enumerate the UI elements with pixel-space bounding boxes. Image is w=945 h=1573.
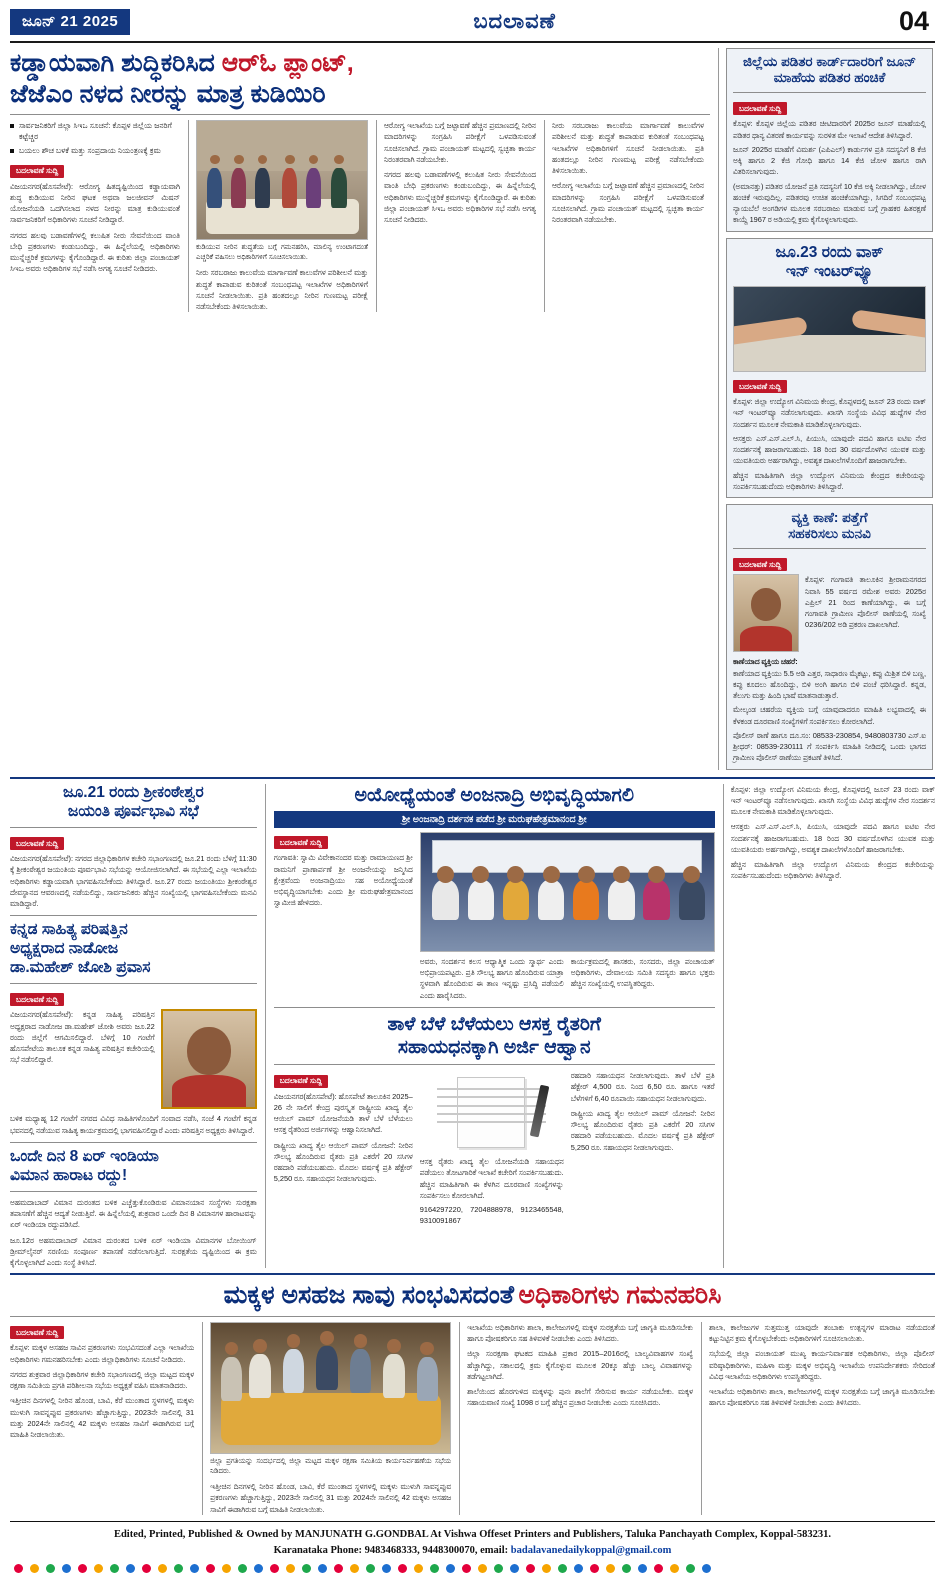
registration-dot	[14, 1564, 23, 1573]
anjanadri-col2-text: ಅವರು, ಸಂದರ್ಶನ ಕಲಸ ಆಧ್ಯಾತ್ಮಿಕ ಒಂದು ಸ್ಮಾರ್ಥ ಎಂದು ಅಭಿಪ್ರಾಯಪಟ್ಟರು. ಪ್ರತಿ ಸೌಲಭ್ಯ ಹಾಗೂ ಹೊಂದಿರುವ ಯಾತ್ರಾ ಸ್ಥಳವಾಗಿ ಹೊಂದಿರುವ ಈ ತಾಣ ಇನ್ನಷ್ಟು ಪ್ರಸಿದ್ಧಿ ಪಡೆಯಲಿ ಎಂದು ಹಾರೈಸಿದರು.	[419, 956, 564, 1000]
walkin-para-1: ಕೊಪ್ಪಳ: ಜಿಲ್ಲಾ ಉದ್ಯೋಗ ವಿನಿಮಯ ಕೇಂದ್ರ, ಕೊಪ್ಪಳದಲ್ಲಿ ಜೂನ್ 23 ರಂದು ವಾಕ್ ಇನ್ ಇಂಟರ್‌ವ್ಯೂ ನಡೆಸಲಾಗುವುದು. ಖಾಸಗಿ ಸಂಸ್ಥೆಯ ವಿವಿಧ ಹುದ್ದೆಗಳ ನೇರ ಸಂದರ್ಶನ ಮೂಲಕ ನೇಮಕಾತಿ ಮಾಡಿಕೊಳ್ಳಲಾಗುವುದು.	[733, 397, 926, 429]
anjanadri-col-2	[420, 832, 715, 1001]
missing-person-photo	[733, 574, 799, 652]
registration-dot	[30, 1564, 39, 1573]
lead-col2-text: ನೀರು ಸರಬರಾಜು ಕಾಲುವೆಯ ಮಾರ್ಗಾವಣೆ ಕಾಲುವೆಗಳ ಪರಿಶೀಲನೆ ಮತ್ತು ಶುದ್ಧತೆ ಕಾಪಾಡುವ ಕುರಿತಂತೆ ಸಂಬಂಧಪಟ್ಟ ಇಲಾಖೆಗಳ ಅಧಿಕಾರಿಗಳಿಗೆ ಸೂಚನೆ ನೀಡಲಾಯಿತು. ಪ್ರತಿ ಹಂತದಲ್ಲೂ ನೀರಿನ ಗುಣಮಟ್ಟ ಪರೀಕ್ಷೆ ನಡೆಸಬೇಕೆಂದು ತಿಳಿಸಲಾಯಿತು.	[196, 268, 368, 312]
parishat-para-2: ಬಳಿಕ ಮಧ್ಯಾಹ್ನ 12 ಗಂಟೆಗೆ ನಗರದ ವಿವಿಧ ಸಾಹಿತಿಗಳೊಂದಿಗೆ ಸಂವಾದ ನಡೆಸಿ, ಸಂಜೆ 4 ಗಂಟೆಗೆ ಕನ್ನಡ ಭವನದಲ್ಲಿ ನಡೆಯುವ ಸಾಹಿತ್ಯ ಕಾರ್ಯಕ್ರಮದಲ್ಲಿ ಭಾಗವಹಿಸಲಿದ್ದಾರೆ ಎಂದು ಪರಿಷತ್ತಿನ ಅಧ್ಯಕ್ಷರು ತಿಳಿಸಿದ್ದಾರೆ.	[10, 1114, 257, 1135]
jayanti-headline-2: ಜಯಂತಿ ಪೂರ್ವಭಾವಿ ಸಭೆ	[67, 802, 199, 820]
registration-dot	[110, 1564, 119, 1573]
lead-col4-text-b: ಆರೋಗ್ಯ ಇಲಾಖೆಯ ಬಗ್ಗೆ ಜಟ್ಟಾವಣೆ ಹೆಚ್ಚಿನ ಪ್ರಮಾಣದಲ್ಲಿ ನೀರಿನ ಮಾದರಿಗಳನ್ನು ಸಂಗ್ರಹಿಸಿ ಪರೀಕ್ಷೆಗೆ ಒಳಪಡಿಸುವಂತೆ ಸೂಚಿಸಲಾಗಿದೆ. ಗ್ರಾಮ ಪಂಚಾಯತ್ ಮಟ್ಟದಲ್ಲಿ ಸ್ವಚ್ಛತಾ ಕಾರ್ಯ ನಿರಂತರವಾಗಿ ನಡೆಯಬೇಕು.	[552, 181, 704, 224]
right-rail	[718, 48, 933, 770]
children-safety-news	[10, 1280, 935, 1515]
thali-col-2	[420, 1070, 564, 1227]
registration-dot	[302, 1564, 311, 1573]
parishat-byline: ಬದಲಾವಣೆ ಸುದ್ದಿ	[10, 993, 64, 1006]
paper-name: ಬದಲಾವಣೆ	[473, 9, 556, 33]
registration-dot	[382, 1564, 391, 1573]
bottom-col3-b: ಜಿಲ್ಲಾ ಸಂರಕ್ಷಣಾ ಘಟಕದ ಮಾಹಿತಿ ಪ್ರಕಾರ 2015–2016ರಲ್ಲಿ ಬಾಲ್ಯವಿವಾಹಗಳ ಸಂಖ್ಯೆ ಹೆಚ್ಚಾಗಿದ್ದು, ಸಕಾಲದಲ್ಲಿ ಕ್ರಮ ಕೈಗೊಳ್ಳುವ ಮೂಲಕ 20ಕ್ಕೂ ಹೆಚ್ಚು ಬಾಲ್ಯ ವಿವಾಹಗಳನ್ನು ತಡೆಗಟ್ಟಲಾಗಿದೆ.	[467, 1349, 694, 1381]
lead-col3-text: ಆರೋಗ್ಯ ಇಲಾಖೆಯ ಬಗ್ಗೆ ಜಟ್ಟಾವಣೆ ಹೆಚ್ಚಿನ ಪ್ರಮಾಣದಲ್ಲಿ ನೀರಿನ ಮಾದರಿಗಳನ್ನು ಸಂಗ್ರಹಿಸಿ ಪರೀಕ್ಷೆಗೆ ಒಳಪಡಿಸುವಂತೆ ಸೂಚಿಸಲಾಗಿದೆ. ಗ್ರಾಮ ಪಂಚಾಯತ್ ಮಟ್ಟದಲ್ಲಿ ಸ್ವಚ್ಛತಾ ಕಾರ್ಯ ನಿರಂತರವಾಗಿ ನಡೆಯಬೇಕು.	[384, 121, 536, 164]
walkin-headline-1: ಜೂ.23 ರಂದು ವಾಕ್‌	[775, 243, 884, 261]
bottom-headline-red: ಅಧಿಕಾರಿಗಳು ಗಮನಹರಿಸಿ	[518, 1281, 722, 1310]
center-block	[265, 784, 715, 1269]
thali-phones: 9164297220, 7204888978, 9123465548, 9310091867	[419, 1205, 564, 1226]
jayanti-news	[10, 784, 257, 910]
lead-para-1: ವಿಜಯನಗರ(ಹೊಸಪೇಟೆ): ಆರೋಗ್ಯ ಹಿತದೃಷ್ಟಿಯಿಂದ ಕಡ್ಡಾಯವಾಗಿ ಶುದ್ಧ ಕುಡಿಯುವ ನೀರಿನ ಘಟಕ ಅಥವಾ ಜಲಜೀವನ್ ಮಿಷನ್ ಯೋಜನೆಯಡಿ ಒದಗಿಸಲಾದ ನಳದ ನೀರನ್ನು ಮಾತ್ರ ಕುಡಿಯುವಂತೆ ಸಾರ್ವಜನಿಕರಿಗೆ ಅಧಿಕಾರಿಗಳು ಸೂಚನೆ ನೀಡಿದ್ದಾರೆ.	[10, 181, 180, 225]
kannada-parishat-news	[10, 921, 257, 1136]
anjanadri-col1-text: ಗಂಗಾವತಿ: ಸ್ವಾಮಿ ವಿವೇಕಾನಂದರ ಮತ್ತು ರಾಮಾಯಣದ ಶ್ರೀ ರಾಮನಿಗೆ ಪ್ರಾಣಾರ್ಪಣೆ ಶ್ರೀ ಅಂಜನೇಯನ್ನು ಜನ್ಮಿಸಿದ ಕ್ಷೇತ್ರವೆಂದು ಅಂಜನಾದ್ರಿಯು ಸಹ ಅಯೋಧ್ಯೆಯಂತೆ ಅಭಿವೃದ್ಧಿಯಾಗಬೇಕು ಎಂದು ಶ್ರೀ ಮರುಘಹೇತ್ರಮಾನಂದ ಸ್ವಾಮೀಜಿ ಹೇಳಿದರು.	[273, 853, 413, 908]
registration-dot	[350, 1564, 359, 1573]
registration-dot	[46, 1564, 55, 1573]
rail-continued-text-2: ಆಸಕ್ತರು ಎಸ್.ಎಸ್.ಎಲ್.ಸಿ, ಪಿಯುಸಿ, ಯಾವುದೇ ಪದವಿ ಹಾಗೂ ಐಟಿಐ ನೇರ ಸಂದರ್ಶನಕ್ಕೆ ಹಾಜರಾಗಬಹುದು. 18 ರಿಂದ 30 ವರ್ಷದೊಳಗಿನ ಯುವಕ ಮತ್ತು ಯುವತಿಯರು ಅರ್ಹರಾಗಿದ್ದು, ಅವಶ್ಯಕ ದಾಖಲೆಗಳೊಂದಿಗೆ ಹಾಜರಾಗಬೇಕು.	[730, 822, 935, 854]
registration-dot	[670, 1564, 679, 1573]
lead-headline-line1: ಕಡ್ಡಾಯವಾಗಿ ಶುದ್ಧಿಕರಿಸಿದ	[10, 49, 215, 77]
parishat-headline-2: ಅಧ್ಯಕ್ಷರಾದ ನಾಡೋಜ	[10, 940, 119, 958]
registration-dot	[622, 1564, 631, 1573]
anjanadri-headline: ಅಯೋಧ್ಯೆಯಂತೆ ಅಂಜನಾದ್ರಿ ಅಭಿವೃದ್ಧಿಯಾಗಲಿ	[354, 784, 634, 806]
thali-col-1	[274, 1070, 413, 1227]
registration-dot	[94, 1564, 103, 1573]
walkin-photo	[733, 286, 926, 372]
anjanadri-col-2a	[420, 956, 564, 1001]
airindia-para-2: ಜೂ.12ರ ಅಹಮದಾಬಾದ್ ವಿಮಾನ ದುರಂತದ ಬಳಿಕ ಏರ್ ಇಂಡಿಯಾ ವಿಮಾನಗಳ ಬೋಯಿಂಗ್ ಡ್ರೀಮ್‌ಲೈನರ್ ಸರಣಿಯ ಸಂಪೂರ್ಣ ತಪಾಸಣೆ ನಡೆಸಲಾಗುತ್ತಿದೆ. ಸುರಕ್ಷತೆಯ ದೃಷ್ಟಿಯಿಂದ ಈ ಕ್ರಮ ಕೈಗೊಳ್ಳಲಾಗಿದೆ ಎಂದು ಸಂಸ್ಥೆ ತಿಳಿಸಿದೆ.	[10, 1235, 257, 1268]
imprint-footer	[10, 1521, 935, 1559]
anjanadri-col-1	[274, 832, 413, 1001]
walkin-para-3: ಹೆಚ್ಚಿನ ಮಾಹಿತಿಗಾಗಿ ಜಿಲ್ಲಾ ಉದ್ಯೋಗ ವಿನಿಮಯ ಕೇಂದ್ರದ ಕಚೇರಿಯನ್ನು ಸಂಪರ್ಕಿಸಬಹುದೆಂದು ಅಧಿಕಾರಿಗಳು ತಿಳಿಸಿದ್ದಾರೆ.	[733, 470, 926, 491]
lead-byline: ಬದಲಾವಣೆ ಸುದ್ದಿ	[10, 165, 64, 178]
airindia-headline-2: ವಿಮಾನ ಹಾರಾಟ ರದ್ದು!	[10, 1166, 128, 1184]
registration-dot	[542, 1564, 551, 1573]
registration-dot	[286, 1564, 295, 1573]
bottom-col1-b: ನಗರದ ಶುಕ್ರವಾರ ಜಿಲ್ಲಾಧಿಕಾರಿಗಳ ಕಚೇರಿ ಸಭಾಂಗಣದಲ್ಲಿ ಜಿಲ್ಲಾ ಮಟ್ಟದ ಮಕ್ಕಳ ರಕ್ಷಣಾ ಸಮಿತಿಯ ಪ್ರಗತಿ ಪರಿಶೀಲನಾ ಸಭೆಯ ಅಧ್ಯಕ್ಷತೆ ವಹಿಸಿ ಮಾತನಾಡಿದರು.	[10, 1369, 195, 1391]
registration-dot	[590, 1564, 599, 1573]
lead-headline-line2: ಜೆಜೆಎಂ ನಳದ ನೀರನ್ನು ಮಾತ್ರ ಕುಡಿಯಿರಿ	[10, 79, 326, 108]
thali-col1-text-b: ರಾಷ್ಟ್ರೀಯ ಖಾದ್ಯ ತೈಲ ಆಯಿಲ್ ಪಾಮ್ ಯೋಜನೆ: ನೀರಿನ ಸೌಲಭ್ಯ ಹೊಂದಿರುವ ರೈತರು ಪ್ರತಿ ಎಕರೆಗೆ 20 ಸಸಿಗಳ ರಹದಾರಿ ಪಡೆಯಬಹುದು. ಮೊದಲ ವರ್ಷಕ್ಕೆ ಪ್ರತಿ ಹೆಕ್ಟೇರ್ 5,250 ರೂ. ಸಹಾಯಧನ ನೀಡಲಾಗುವುದು.	[273, 1140, 413, 1184]
imprint-line-1: Edited, Printed, Published & Owned by MANJUNATH G.GONDBAL At Vishwa Offeset Printers and Publishers, Taluka Panchayath Complex, Koppal-583231.	[113, 1528, 832, 1540]
ration-para-3: (ಅಮಾನತ್ತು) ಪಡಿತರ ಯೋಜನೆ ಪ್ರತಿ ಸದಸ್ಯನಿಗೆ 10 ಕೆಜಿ ಅಕ್ಕಿ ನೀಡಲಾಗಿದ್ದು, ಜೋಳ ಹಂಚಿಕೆ ಇರುವುದಿಲ್ಲ. ಪಡಿತರವು ಉಚಿತ ಹಂಚಿಕೆಯಾಗಿದ್ದು, ಸಿಗದಿರೆ ಸಂಬಂಧಪಟ್ಟ ನ್ಯಾಯಬೆಲೆ ಅಂಗಡಿಗಳ ಮೂಲಕ ಸರಬರಾಜು ಮಾಡುವ ಬಗ್ಗೆ ಗ್ರಾಹಕರ ಹಿತರಕ್ಷಣೆ ಕಾಯ್ದೆ 1967 ರ ಅಡಿಯಲ್ಲಿ ಕ್ರಮ ಕೈಗೊಳ್ಳಲಾಗುವುದು.	[733, 181, 926, 225]
registration-dot	[62, 1564, 71, 1573]
thali-headline-1: ತಾಳೆ ಬೆಳೆ ಬೆಳೆಯಲು ಆಸಕ್ತ ರೈತರಿಗೆ	[387, 1013, 601, 1035]
air-india-news	[10, 1148, 257, 1268]
bottom-byline: ಬದಲಾವಣೆ ಸುದ್ದಿ	[10, 1326, 64, 1339]
registration-dot	[558, 1564, 567, 1573]
ration-para-1: ಕೊಪ್ಪಳ: ಕೊಪ್ಪಳ ಜಿಲ್ಲೆಯ ಪಡಿತರ ಚೀಟಿದಾರರಿಗೆ 2025ರ ಜೂನ್ ಮಾಹೆಯಲ್ಲಿ ಪಡಿತರ ಧಾನ್ಯ ವಿತರಣೆ ಕಾರ್ಯವನ್ನು ಸುರಳಿತ ಮೇ ಇಲಾಖೆ ಆದೇಶ ತಿಳಿಸಿದ್ದಾರೆ.	[733, 119, 926, 140]
rail-continued-text-3: ಹೆಚ್ಚಿನ ಮಾಹಿತಿಗಾಗಿ ಜಿಲ್ಲಾ ಉದ್ಯೋಗ ವಿನಿಮಯ ಕೇಂದ್ರದ ಕಚೇರಿಯನ್ನು ಸಂಪರ್ಕಿಸಬಹುದೆಂದು ಅಧಿಕಾರಿಗಳು ತಿಳಿಸಿದ್ದಾರೆ.	[730, 860, 935, 881]
bottom-col1-c: ಇತ್ತೀಚಿನ ದಿನಗಳಲ್ಲಿ ನೀರಿನ ಹೊಂಡ, ಬಾವಿ, ಕೆರೆ ಮುಂತಾದ ಸ್ಥಳಗಳಲ್ಲಿ ಮಕ್ಕಳು ಮುಳುಗಿ ಸಾವನ್ನಪ್ಪುವ ಪ್ರಕರಣಗಳು ಹೆಚ್ಚಾಗುತ್ತಿದ್ದು, 2023ನೇ ಸಾಲಿನಲ್ಲಿ 31 ಮತ್ತು 2024ನೇ ಸಾಲಿನಲ್ಲಿ 42 ಮಕ್ಕಳು ಅಸಹಜ ಸಾವಿಗೆ ಈಡಾಗಿರುವ ಬಗ್ಗೆ ಮಾಹಿತಿ ನೀಡಲಾಯಿತು.	[10, 1396, 195, 1440]
registration-dot	[270, 1564, 279, 1573]
walkin-headline-2: ಇನ್‌ ಇಂಟರ್‌ವ್ಯೂ	[785, 262, 874, 280]
missing-contact: ಮೇಲ್ಕಂಡ ಚಹರೆಯ ವ್ಯಕ್ತಿಯ ಬಗ್ಗೆ ಯಾವುದಾದರೂ ಮಾಹಿತಿ ಲಭ್ಯವಾದಲ್ಲಿ ಈ ಕೆಳಕಂಡ ದೂರವಾಣಿ ಸಂಖ್ಯೆಗಳಿಗೆ ಸಂಪರ್ಕಿಸಲು ಕೋರಲಾಗಿದೆ.	[733, 705, 926, 726]
missing-headline-1: ವ್ಯಕ್ತಿ ಕಾಣೆ: ಪತ್ತೆಗೆ	[791, 510, 868, 525]
registration-dot	[494, 1564, 503, 1573]
registration-dot	[238, 1564, 247, 1573]
registration-dot	[654, 1564, 663, 1573]
registration-dot	[702, 1564, 711, 1573]
thali-headline-2: ಸಹಾಯಧನಕ್ಕಾಗಿ ಅರ್ಜಿ ಆಹ್ವಾನ	[397, 1037, 591, 1059]
registration-dot	[222, 1564, 231, 1573]
lead-headline-line1-accent: ಆರ್‌ಓ ಪ್ಲಾಂಟ್‌,	[221, 49, 354, 77]
missing-phones: ಪೊಲೀಸ್ ಠಾಣೆ ಹಾಗೂ ದೂ.ಸಂ: 08533-230854, 9480803730 ಎಸ್.ಐ ಶ್ರೀಧರ್: 08539-230111 ಗೆ ಸಂಪರ್ಕಿಸಿ ಮಾಹಿತಿ ನೀಡಿದಲ್ಲಿ ಒಂದು ಭಾಗದ ಗ್ರಾಮೀಣ ಪೊಲೀಸ್ ಠಾಣೆಯು ಪ್ರಕಟಣೆ ತಿಳಿಸಿದೆ.	[733, 730, 926, 763]
registration-dot	[78, 1564, 87, 1573]
bottom-col1-a: ಕೊಪ್ಪಳ: ಮಕ್ಕಳ ಅಸಹಜ ಸಾವಿನ ಪ್ರಕರಣಗಳು ಸಂಭವಿಸದಂತೆ ಎಲ್ಲಾ ಇಲಾಖೆಯ ಅಧಿಕಾರಿಗಳು ಗಮನಹರಿಸಬೇಕು ಎಂದು ಜಿಲ್ಲಾಧಿಕಾರಿಗಳು ಸೂಚನೆ ನೀಡಿದರು.	[10, 1343, 195, 1364]
anjanadri-photo	[420, 832, 715, 952]
mahesh-joshi-photo	[161, 1009, 257, 1109]
jayanti-para: ವಿಜಯನಗರ(ಹೊಸಪೇಟೆ): ನಗರದ ಜಿಲ್ಲಾಧಿಕಾರಿಗಳ ಕಚೇರಿ ಸಭಾಂಗಣದಲ್ಲಿ ಜೂ.21 ರಂದು ಬೆಳಿಗ್ಗೆ 11:30 ಕ್ಕೆ ಶ್ರೀಕಂಠೇಶ್ವರ ಜಯಂತಿಯ ಪೂರ್ವಭಾವಿ ಸಭೆಯನ್ನು ಆಯೋಜಿಸಲಾಗಿದೆ. ಈ ಸಭೆಯಲ್ಲಿ ಎಲ್ಲಾ ಇಲಾಖೆಯ ಅಧಿಕಾರಿಗಳು ಕಡ್ಡಾಯವಾಗಿ ಭಾಗವಹಿಸಬೇಕೆಂದು ತಿಳಿಸಿದ್ದಾರೆ. ಜೂ.27 ರಂದು ಜಯಂತಿಯು ಶ್ರೀಕಂಠೇಶ್ವರ ದೇವಸ್ಥಾನದ ಆವರಣದಲ್ಲಿ ನಡೆಯಲಿದ್ದು, ಸಾರ್ವಜನಿಕರು ಹೆಚ್ಚಿನ ಸಂಖ್ಯೆಯಲ್ಲಿ ಭಾಗವಹಿಸಬೇಕೆಂದು ಮನವಿ ಮಾಡಿದ್ದಾರೆ.	[10, 854, 257, 908]
registration-dot	[174, 1564, 183, 1573]
bottom-col-4	[701, 1322, 935, 1515]
registration-dot	[254, 1564, 263, 1573]
thali-col-3	[571, 1070, 715, 1227]
registration-dot	[686, 1564, 695, 1573]
bottom-headline-black: ಮಕ್ಕಳ ಅಸಹಜ ಸಾವು ಸಂಭವಿಸದಂತೆ	[223, 1281, 515, 1310]
missing-person-news	[726, 504, 933, 770]
left-rail	[10, 784, 257, 1269]
lead-col-4	[544, 120, 704, 312]
ration-news	[726, 48, 933, 232]
registration-dot	[190, 1564, 199, 1573]
thali-byline: ಬದಲಾವಣೆ ಸುದ್ದಿ	[274, 1075, 328, 1088]
anjanadri-col-2b	[571, 956, 715, 1001]
parishat-para-1: ವಿಜಯನಗರ(ಹೊಸಪೇಟೆ): ಕನ್ನಡ ಸಾಹಿತ್ಯ ಪರಿಷತ್ತಿನ ಅಧ್ಯಕ್ಷರಾದ ನಾಡೋಜ ಡಾ.ಮಹೇಶ್ ಜೋಶಿ ಅವರು ಜೂ.22 ರಂದು ಜಿಲ್ಲೆಗೆ ಆಗಮಿಸಲಿದ್ದಾರೆ. ಬೆಳಿಗ್ಗೆ 10 ಗಂಟೆಗೆ ಹೊಸಪೇಟೆಯ ತಾಲೂಕ ಕನ್ನಡ ಸಾಹಿತ್ಯ ಪರಿಷತ್ತಿನ ಕಚೇರಿಯಲ್ಲಿ ಸಭೆ ನಡೆಸಲಿದ್ದಾರೆ.	[10, 1010, 155, 1065]
middle-block	[10, 784, 935, 1269]
airindia-headline-1: ಒಂದೇ ದಿನ 8 ಏರ್‌ ಇಂಡಿಯಾ	[10, 1147, 159, 1165]
registration-dot	[398, 1564, 407, 1573]
bottom-col4-b: ಸಭೆಯಲ್ಲಿ ಜಿಲ್ಲಾ ಪಂಚಾಯತ್ ಮುಖ್ಯ ಕಾರ್ಯನಿರ್ವಾಹಕ ಅಧಿಕಾರಿಗಳು, ಜಿಲ್ಲಾ ಪೊಲೀಸ್ ವರಿಷ್ಠಾಧಿಕಾರಿಗಳು, ಮಹಿಳಾ ಮತ್ತು ಮಕ್ಕಳ ಅಭಿವೃದ್ಧಿ ಇಲಾಖೆಯ ಉಪನಿರ್ದೇಶಕರು ಸೇರಿದಂತೆ ವಿವಿಧ ಇಲಾಖೆಯ ಅಧಿಕಾರಿಗಳು ಉಪಸ್ಥಿತರಿದ್ದರು.	[709, 1349, 935, 1381]
color-registration-bar	[10, 1564, 935, 1573]
publication-date: ಜೂನ್ 21 2025	[10, 9, 130, 35]
bottom-col2-text: ಇತ್ತೀಚಿನ ದಿನಗಳಲ್ಲಿ ನೀರಿನ ಹೊಂಡ, ಬಾವಿ, ಕೆರೆ ಮುಂತಾದ ಸ್ಥಳಗಳಲ್ಲಿ ಮಕ್ಕಳು ಮುಳುಗಿ ಸಾವನ್ನಪ್ಪುವ ಪ್ರಕರಣಗಳು ಹೆಚ್ಚಾಗುತ್ತಿದ್ದು, 2023ನೇ ಸಾಲಿನಲ್ಲಿ 31 ಮತ್ತು 2024ನೇ ಸಾಲಿನಲ್ಲಿ 42 ಮಕ್ಕಳು ಅಸಹಜ ಸಾವಿಗೆ ಈಡಾಗಿರುವ ಬಗ್ಗೆ ಮಾಹಿತಿ ನೀಡಲಾಯಿತು.	[210, 1482, 452, 1514]
ration-byline: ಬದಲಾವಣೆ ಸುದ್ದಿ	[733, 102, 787, 115]
page-number: 04	[898, 6, 929, 36]
ration-para-2: ಜೂನ್ 2025ರ ಮಾಹೆಗೆ ವಿಮರ್ಶ (ಎಪಿಎಲ್) ಕಾರ್ಡುಗಳ ಪ್ರತಿ ಸದಸ್ಯನಿಗೆ 8 ಕೆಜಿ ಅಕ್ಕಿ ಹಾಗೂ 2 ಕೆಜಿ ಗೋಧಿ ಹಾಗೂ 14 ಕೆಜಿ ಜೋಳ ಹಾಗೂ ರಾಗಿ ವಿತರಿಸಲಾಗುವುದು.	[733, 144, 926, 177]
bottom-col4-c: ಇಲಾಖೆಯ ಅಧಿಕಾರಿಗಳು ಶಾಲಾ, ಕಾಲೇಜುಗಳಲ್ಲಿ ಮಕ್ಕಳ ಸುರಕ್ಷತೆಯ ಬಗ್ಗೆ ಜಾಗೃತಿ ಮೂಡಿಸಬೇಕು ಹಾಗೂ ಪೋಷಕರಿಗೂ ಸಹ ತಿಳಿವಳಿಕೆ ನೀಡಬೇಕು ಎಂದು ತಿಳಿಸಿದರು.	[709, 1387, 935, 1408]
bottom-photo	[210, 1322, 451, 1454]
lead-col-2	[188, 120, 368, 312]
lead-story	[10, 48, 710, 770]
airindia-para-1: ಅಹಮದಾಬಾದ್ ವಿಮಾನ ದುರಂತದ ಬಳಿಕ ಎಚ್ಚೆತ್ತುಕೊಂಡಿರುವ ವಿಮಾನಯಾನ ಸಂಸ್ಥೆಗಳು ಸುರಕ್ಷತಾ ತಪಾಸಣೆಗೆ ಹೆಚ್ಚಿನ ಆದ್ಯತೆ ನೀಡುತ್ತಿವೆ. ಈ ಹಿನ್ನೆಲೆಯಲ್ಲಿ ಶುಕ್ರವಾರ ಒಂದೇ ದಿನ 8 ವಿಮಾನಗಳ ಹಾರಾಟವನ್ನು ಏರ್ ಇಂಡಿಯಾ ರದ್ದುಪಡಿಸಿದೆ.	[10, 1197, 257, 1230]
walkin-byline: ಬದಲಾವಣೆ ಸುದ್ದಿ	[733, 380, 787, 393]
rail-continued-text-1: ಕೊಪ್ಪಳ: ಜಿಲ್ಲಾ ಉದ್ಯೋಗ ವಿನಿಮಯ ಕೇಂದ್ರ, ಕೊಪ್ಪಳದಲ್ಲಿ ಜೂನ್ 23 ರಂದು ವಾಕ್ ಇನ್ ಇಂಟರ್‌ವ್ಯೂ ನಡೆಸಲಾಗುವುದು. ಖಾಸಗಿ ಸಂಸ್ಥೆಯ ವಿವಿಧ ಹುದ್ದೆಗಳ ನೇರ ಸಂದರ್ಶನ ಮೂಲಕ ನೇಮಕಾತಿ ಮಾಡಿಕೊಳ್ಳಲಾಗುವುದು.	[730, 784, 935, 817]
jayanti-byline: ಬದಲಾವಣೆ ಸುದ್ದಿ	[10, 837, 64, 850]
lead-photo-caption: ಕುಡಿಯುವ ನೀರಿನ ಶುದ್ಧತೆಯ ಬಗ್ಗೆ ಗಮನಹರಿಸಿ, ಮಾಲಿನ್ಯ ಉಂಟಾಗದಂತೆ ಎಚ್ಚರಿಕೆ ವಹಿಸಲು ಅಧಿಕಾರಿಗಳಿಗೆ ಸೂಚಿಸಲಾಯಿತು.	[196, 244, 368, 262]
registration-dot	[142, 1564, 151, 1573]
anjanadri-col3-text: ಕಾರ್ಯಕ್ರಮದಲ್ಲಿ ಶಾಸಕರು, ಸಂಸದರು, ಜಿಲ್ಲಾ ಪಂಚಾಯತ್ ಅಧಿಕಾರಿಗಳು, ದೇವಾಲಯ ಸಮಿತಿ ಸದಸ್ಯರು ಹಾಗೂ ಭಕ್ತರು ಹೆಚ್ಚಿನ ಸಂಖ್ಯೆಯಲ್ಲಿ ಉಪಸ್ಥಿತರಿದ್ದರು.	[570, 956, 715, 989]
bottom-col-3	[459, 1322, 693, 1515]
anjanadri-news	[274, 784, 715, 1001]
lead-col-1	[10, 120, 180, 312]
lead-para-2: ನಗರದ ಹಲವು ಬಡಾವಣೆಗಳಲ್ಲಿ ಕಲುಷಿತ ನೀರು ಸೇವನೆಯಿಂದ ವಾಂತಿ ಬೇಧಿ ಪ್ರಕರಣಗಳು ಕಂಡುಬಂದಿದ್ದು, ಈ ಹಿನ್ನೆಲೆಯಲ್ಲಿ ಅಧಿಕಾರಿಗಳು ಮುನ್ನೆಚ್ಚರಿಕೆ ಕ್ರಮಗಳನ್ನು ಕೈಗೊಂಡಿದ್ದಾರೆ. ಈ ಕುರಿತು ಜಿಲ್ಲಾ ಪಂಚಾಯತ್ ಸಿಇಒ ಅವರು ಅಧಿಕಾರಿಗಳ ಸಭೆ ನಡೆಸಿ ಅಗತ್ಯ ಸೂಚನೆ ನೀಡಿದರು.	[10, 230, 180, 274]
lead-bullet-2: ಬಯಲು ಶೌಚ ಬಳಕೆ ಮತ್ತು ಸಂಪ್ರದಾಯ ನಿಯಂತ್ರಣಕ್ಕೆ ಕ್ರಮ	[10, 145, 180, 156]
thali-col2-text: ಆಸಕ್ತ ರೈತರು ಖಾದ್ಯ ತೈಲ ಯೋಜನೆಯಡಿ ಸಹಾಯಧನ ಪಡೆಯಲು ತೋಟಗಾರಿಕೆ ಇಲಾಖೆ ಕಚೇರಿಗೆ ಸಂಪರ್ಕಿಸಬಹುದು. ಹೆಚ್ಚಿನ ಮಾಹಿತಿಗಾಗಿ ಈ ಕೆಳಗಿನ ದೂರವಾಣಿ ಸಂಖ್ಯೆಗಳನ್ನು ಸಂಪರ್ಕಿಸಲು ಕೋರಲಾಗಿದೆ.	[419, 1157, 564, 1200]
thali-col3-text-b: ರಾಷ್ಟ್ರೀಯ ಖಾದ್ಯ ತೈಲ ಆಯಿಲ್ ಪಾಮ್ ಯೋಜನೆ: ನೀರಿನ ಸೌಲಭ್ಯ ಹೊಂದಿರುವ ರೈತರು ಪ್ರತಿ ಎಕರೆಗೆ 20 ಸಸಿಗಳ ರಹದಾರಿ ಪಡೆಯಬಹುದು. ಮೊದಲ ವರ್ಷಕ್ಕೆ ಪ್ರತಿ ಹೆಕ್ಟೇರ್ 5,250 ರೂ. ಸಹಾಯಧನ ನೀಡಲಾಗುವುದು.	[570, 1108, 715, 1152]
imprint-phone: Karanataka Phone: 9483468333, 9448300070, email:	[273, 1544, 509, 1556]
missing-headline-2: ಸಹಕರಿಸಲು ಮನವಿ	[788, 526, 871, 542]
thali-col1-text: ವಿಜಯನಗರ(ಹೊಸಪೇಟೆ): ಹೊಸಪೇಟೆ ತಾಲೂಕಿನ 2025–26 ನೇ ಸಾಲಿಗೆ ಕೇಂದ್ರ ಪುರಸ್ಕೃತ ರಾಷ್ಟ್ರೀಯ ಖಾದ್ಯ ತೈಲ ಆಯಿಲ್ ಪಾಮ್ ಯೋಜನೆಯಡಿ ತಾಳೆ ಬೆಳೆ ಬೆಳೆಯಲು ಆಸಕ್ತ ರೈತರಿಂದ ಅರ್ಜಿಗಳನ್ನು ಆಹ್ವಾನಿಸಲಾಗಿದೆ.	[273, 1091, 413, 1135]
palm-crop-news	[274, 1013, 715, 1227]
missing-byline: ಬದಲಾವಣೆ ಸುದ್ದಿ	[733, 558, 787, 571]
registration-dot	[158, 1564, 167, 1573]
registration-dot	[430, 1564, 439, 1573]
missing-desc: ಕಾಣೆಯಾದ ವ್ಯಕ್ತಿಯು 5.5 ಅಡಿ ಎತ್ತರ, ಸಾಧಾರಣ ಮೈಕಟ್ಟು, ಕಪ್ಪು ಮಿಶ್ರಿತ ಬಿಳಿ ಬಣ್ಣ, ಕಪ್ಪು ಕೂದಲು ಹೊಂದಿದ್ದು, ಬಿಳಿ ಅಂಗಿ ಹಾಗೂ ಬಿಳಿ ಪಂಚೆ ಧರಿಸಿದ್ದಾರೆ. ಕನ್ನಡ, ತೆಲುಗು ಮತ್ತು ಹಿಂದಿ ಭಾಷೆ ಮಾತನಾಡುತ್ತಾರೆ.	[733, 668, 926, 701]
anjanadri-byline: ಬದಲಾವಣೆ ಸುದ್ದಿ	[274, 836, 328, 849]
bottom-col3-a: ಇಲಾಖೆಯ ಅಧಿಕಾರಿಗಳು ಶಾಲಾ, ಕಾಲೇಜುಗಳಲ್ಲಿ ಮಕ್ಕಳ ಸುರಕ್ಷತೆಯ ಬಗ್ಗೆ ಜಾಗೃತಿ ಮೂಡಿಸಬೇಕು ಹಾಗೂ ಪೋಷಕರಿಗೂ ಸಹ ತಿಳಿವಳಿಕೆ ನೀಡಬೇಕು ಎಂದು ತಿಳಿಸಿದರು.	[467, 1322, 694, 1344]
lead-col-3	[376, 120, 536, 312]
registration-dot	[638, 1564, 647, 1573]
right-rail-continued	[723, 784, 935, 1269]
lead-col3-text-b: ನಗರದ ಹಲವು ಬಡಾವಣೆಗಳಲ್ಲಿ ಕಲುಷಿತ ನೀರು ಸೇವನೆಯಿಂದ ವಾಂತಿ ಬೇಧಿ ಪ್ರಕರಣಗಳು ಕಂಡುಬಂದಿದ್ದು, ಈ ಹಿನ್ನೆಲೆಯಲ್ಲಿ ಅಧಿಕಾರಿಗಳು ಮುನ್ನೆಚ್ಚರಿಕೆ ಕ್ರಮಗಳನ್ನು ಕೈಗೊಂಡಿದ್ದಾರೆ. ಈ ಕುರಿತು ಜಿಲ್ಲಾ ಪಂಚಾಯತ್ ಸಿಇಒ ಅವರು ಅಧಿಕಾರಿಗಳ ಸಭೆ ನಡೆಸಿ ಅಗತ್ಯ ಸೂಚನೆ ನೀಡಿದರು.	[384, 170, 536, 224]
registration-dot	[126, 1564, 135, 1573]
walkin-interview-news	[726, 238, 933, 498]
bottom-col4-a: ಶಾಲಾ, ಕಾಲೇಜುಗಳ ಸುತ್ತಮುತ್ತ ಯಾವುದೇ ತಂಬಾಕು ಉತ್ಪನ್ನಗಳ ಮಾರಾಟ ನಡೆಯದಂತೆ ಕಟ್ಟುನಿಟ್ಟಿನ ಕ್ರಮ ಕೈಗೊಳ್ಳಬೇಕೆಂದು ಅಧಿಕಾರಿಗಳಿಗೆ ಸೂಚಿಸಲಾಯಿತು.	[709, 1322, 935, 1344]
bottom-col3-c: ಶಾಲೆಯಿಂದ ಹೊರಗುಳಿದ ಮಕ್ಕಳನ್ನು ಪುನಃ ಶಾಲೆಗೆ ಸೇರಿಸುವ ಕಾರ್ಯ ನಡೆಯಬೇಕು. ಮಕ್ಕಳ ಸಹಾಯವಾಣಿ ಸಂಖ್ಯೆ 1098 ರ ಬಗ್ಗೆ ಹೆಚ್ಚಿನ ಪ್ರಚಾರ ನೀಡಬೇಕು ಎಂದು ಸೂಚಿಸಿದರು.	[467, 1387, 694, 1408]
registration-dot	[318, 1564, 327, 1573]
application-form-illustration	[420, 1070, 564, 1152]
registration-dot	[446, 1564, 455, 1573]
registration-dot	[206, 1564, 215, 1573]
registration-dot	[366, 1564, 375, 1573]
missing-desc-title: ಕಾಣೆಯಾದ ವ್ಯಕ್ತಿಯ ಚಹರೆ:	[733, 657, 798, 667]
bottom-col-2	[202, 1322, 451, 1515]
registration-dot	[414, 1564, 423, 1573]
registration-dot	[526, 1564, 535, 1573]
registration-dot	[510, 1564, 519, 1573]
imprint-email[interactable]: badalavanedailykoppal@gmail.com	[510, 1544, 672, 1556]
anjanadri-subhead: ಶ್ರೀ ಅಂಜನಾದ್ರಿ ದರ್ಶನಕ ಪಡೆದ ಶ್ರೀ ಮರುಘಹೇತ್ರಮಾನಂದ ಶ್ರೀ	[274, 811, 715, 828]
bottom-col-1	[10, 1322, 194, 1515]
parishat-headline-3: ಡಾ.ಮಹೇಶ್‌ ಜೋಶಿ ಪ್ರವಾಸ	[10, 959, 151, 977]
ration-headline: ಜಿಲ್ಲೆಯ ಪಡಿತರ ಕಾರ್ಡ್‌ದಾರರಿಗೆ ಜೂನ್ ಮಾಹೆಯ ಪಡಿತರ ಹಂಚಿಕೆ	[742, 54, 917, 86]
bottom-photo-caption: ಜಿಲ್ಲಾ ಪ್ರಗತಿಯನ್ನು ಸಂದರ್ಭದಲ್ಲಿ ಜಿಲ್ಲಾ ಮಟ್ಟದ ಮಕ್ಕಳ ರಕ್ಷಣಾ ಸಮಿತಿಯ ಕಾರ್ಯನಿರ್ವಹಣೆಯ ಸಭೆಯ ನಿಡಿದರು.	[210, 1457, 452, 1475]
thali-col3-text: ರಹದಾರಿ ಸಹಾಯಧನ ನೀಡಲಾಗುವುದು. ತಾಳೆ ಬೆಳೆ ಪ್ರತಿ ಹೆಕ್ಟೇರ್ 4,500 ರೂ. ನಿಂದ 6,50 ರೂ. ಹಾಗೂ ಇತರೆ ಬೆಳೆಗಳಿಗೆ 6,40 ರೂಪಾಯಿ ಸಹಾಯಧನ ನೀಡಲಾಗುವುದು.	[570, 1071, 715, 1103]
lead-photo	[196, 120, 368, 240]
walkin-para-2: ಆಸಕ್ತರು ಎಸ್.ಎಸ್.ಎಲ್.ಸಿ, ಪಿಯುಸಿ, ಯಾವುದೇ ಪದವಿ ಹಾಗೂ ಐಟಿಐ ನೇರ ಸಂದರ್ಶನಕ್ಕೆ ಹಾಜರಾಗಬಹುದು. 18 ರಿಂದ 30 ವರ್ಷದೊಳಗಿನ ಯುವಕ ಮತ್ತು ಯುವತಿಯರು ಅರ್ಹರಾಗಿದ್ದು, ಅವಶ್ಯಕ ದಾಖಲೆಗಳೊಂದಿಗೆ ಹಾಜರಾಗಬೇಕು.	[733, 433, 926, 466]
registration-dot	[574, 1564, 583, 1573]
registration-dot	[478, 1564, 487, 1573]
imprint-line-2	[10, 1543, 935, 1559]
missing-para-1: ಕೊಪ್ಪಳ: ಗಂಗಾವತಿ ತಾಲೂಕಿನ ಶ್ರೀರಾಮನಗರದ ನಿವಾಸಿ 55 ವರ್ಷದ ರಮೇಶ ಅವರು 2025ರ ಎಪ್ರಿಲ್ 21 ರಿಂದ ಕಾಣೆಯಾಗಿದ್ದು, ಈ ಬಗ್ಗೆ ಗಂಗಾವತಿ ಗ್ರಾಮೀಣ ಪೊಲೀಸ್ ಠಾಣೆಯಲ್ಲಿ ಸಂಖ್ಯೆ 0236/202 ಅಡಿ ಪ್ರಕರಣ ದಾಖಲಾಗಿದೆ.	[805, 575, 926, 630]
lead-bullet-1: ಸಾರ್ವಜನಿಕರಿಗೆ ಜಿಲ್ಲಾ ಸಿಇಒ ಸೂಚನೆ: ಕೊಪ್ಪಳ ಜಿಲ್ಲೆಯ ಜನರಿಗೆ ಕಟ್ಟೆಚ್ಚರ	[10, 120, 180, 143]
registration-dot	[606, 1564, 615, 1573]
registration-dot	[334, 1564, 343, 1573]
lead-headline	[10, 48, 710, 79]
jayanti-headline-1: ಜೂ.21 ರಂದು ಶ್ರೀಕಂಠೇಶ್ವರ	[63, 783, 204, 801]
lead-bullets	[10, 120, 180, 156]
top-block	[10, 48, 935, 770]
bottom-headline	[10, 1280, 935, 1311]
masthead	[10, 6, 935, 43]
lead-col4-text: ನೀರು ಸರಬರಾಜು ಕಾಲುವೆಯ ಮಾರ್ಗಾವಣೆ ಕಾಲುವೆಗಳ ಪರಿಶೀಲನೆ ಮತ್ತು ಶುದ್ಧತೆ ಕಾಪಾಡುವ ಕುರಿತಂತೆ ಸಂಬಂಧಪಟ್ಟ ಇಲಾಖೆಗಳ ಅಧಿಕಾರಿಗಳಿಗೆ ಸೂಚನೆ ನೀಡಲಾಯಿತು. ಪ್ರತಿ ಹಂತದಲ್ಲೂ ನೀರಿನ ಗುಣಮಟ್ಟ ಪರೀಕ್ಷೆ ನಡೆಸಬೇಕೆಂದು ತಿಳಿಸಲಾಯಿತು.	[552, 121, 704, 175]
parishat-headline-1: ಕನ್ನಡ ಸಾಹಿತ್ಯ ಪರಿಷತ್ತಿನ	[10, 921, 128, 939]
registration-dot	[462, 1564, 471, 1573]
